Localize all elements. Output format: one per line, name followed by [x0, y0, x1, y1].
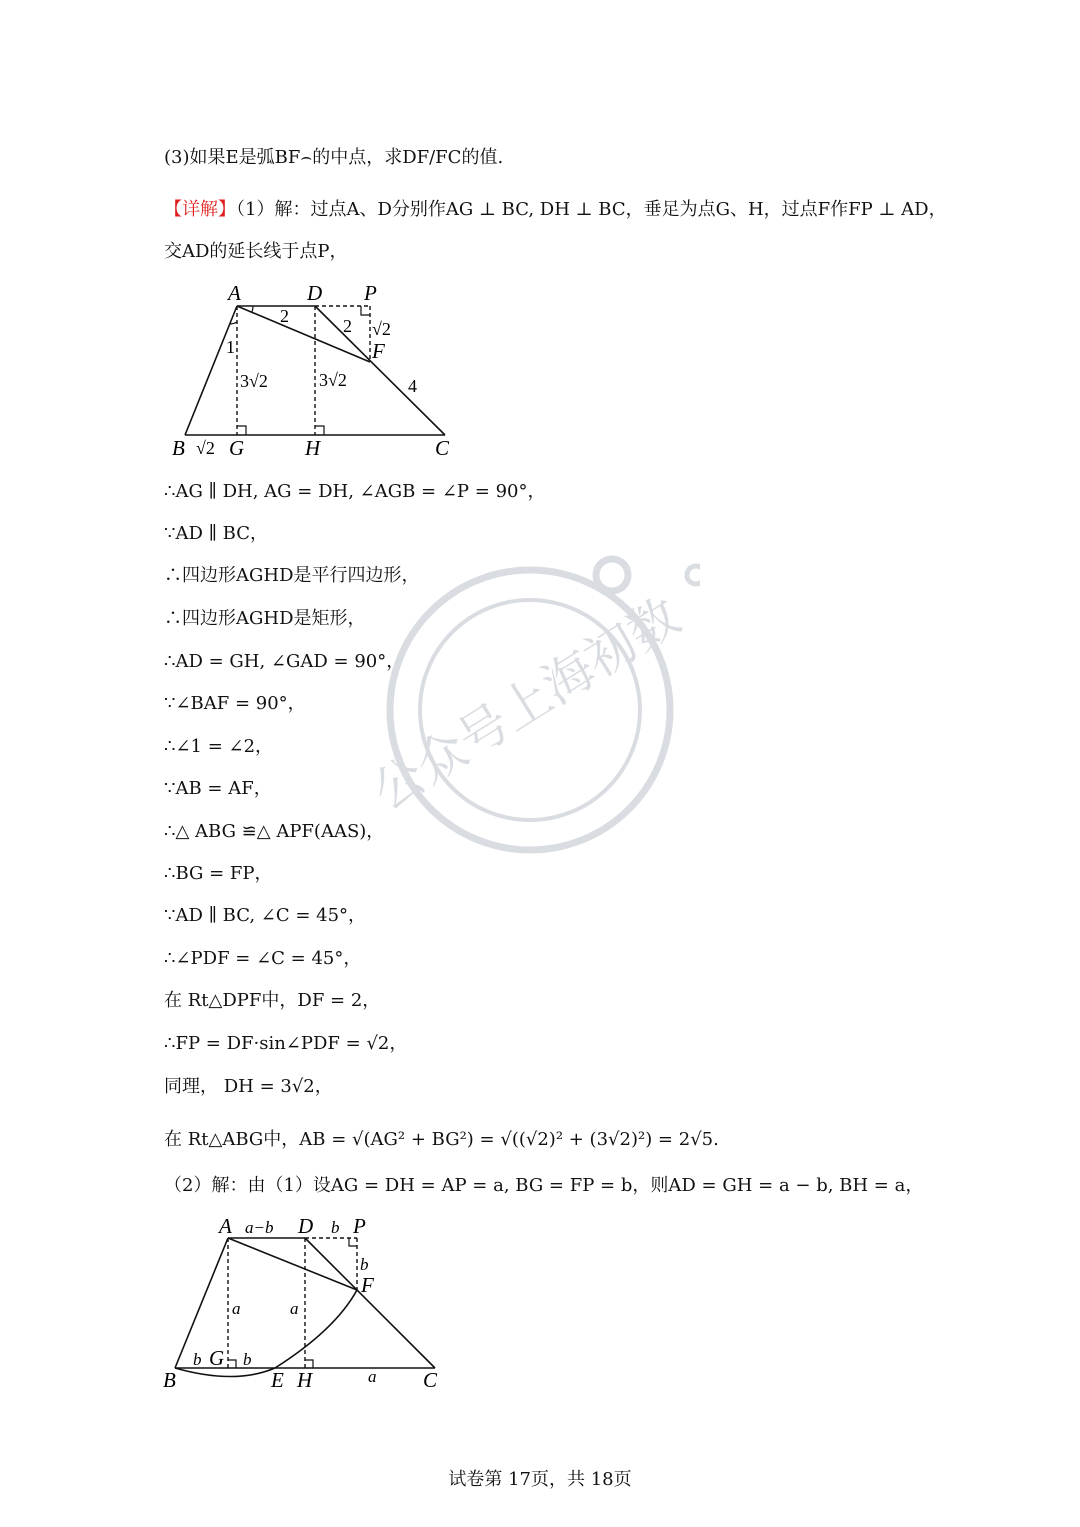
detail-tag: 【详解】 [164, 199, 236, 220]
point-D: D [307, 281, 323, 305]
label-ag2: a [232, 1299, 241, 1318]
step-9: ∴△ ABG ≌△ APF(AAS)， [164, 821, 385, 842]
point-P2: P [353, 1214, 366, 1238]
figure-2 [155, 1210, 455, 1395]
label-dp2: b [331, 1218, 340, 1237]
solution-header [164, 198, 947, 222]
watermark-seal [360, 540, 700, 880]
label-df-seg: 2 [343, 316, 352, 336]
solution-line-2: 交AD的延长线于点P， [164, 241, 348, 262]
point-H: H [305, 436, 321, 460]
point-E2: E [271, 1368, 284, 1392]
step-4: ∴四边形AGHD是矩形， [164, 608, 366, 629]
point-F: F [372, 339, 385, 363]
point-C: C [435, 436, 450, 460]
label-fc-len: 4 [408, 376, 417, 396]
point-G2: G [209, 1346, 225, 1370]
label-ad2: a−b [245, 1218, 274, 1237]
watermark-text: 公众号上海初数 [363, 587, 690, 821]
label-gx2: b [243, 1350, 252, 1369]
label-ag-len: 3√2 [240, 371, 268, 391]
step-16: 在 Rt△ABG中，AB = √(AG² + BG²) = √((√2)² + (3√2)²) = 2√5. [164, 1129, 719, 1150]
label-bg2: b [193, 1350, 202, 1369]
label-bg-len: √2 [196, 438, 215, 458]
point-B2: B [163, 1368, 176, 1392]
point-A2: A [219, 1214, 232, 1238]
point-C2: C [423, 1368, 438, 1392]
page-footer: 试卷第 17页，共 18页 [448, 1469, 632, 1490]
step-1: ∴AG ∥ DH, AG = DH, ∠AGB = ∠P = 90°， [164, 481, 546, 502]
label-angle-1: 1 [226, 337, 235, 357]
point-P: P [364, 281, 377, 305]
step-15: 同理， DH = 3√2， [164, 1076, 333, 1097]
label-fp2: b [360, 1255, 369, 1274]
step-11: ∵AD ∥ BC, ∠C = 45°， [164, 905, 367, 926]
label-hc2: a [368, 1367, 377, 1386]
step-3: ∴四边形AGHD是平行四边形， [164, 565, 420, 586]
label-dh-len: 3√2 [319, 370, 347, 390]
point-G: G [229, 436, 245, 460]
step-5: ∴AD = GH, ∠GAD = 90°， [164, 651, 405, 672]
step-2: ∵AD ∥ BC， [164, 523, 268, 544]
step-14: ∴FP = DF·sin∠PDF = √2， [164, 1033, 408, 1054]
step-6: ∵∠BAF = 90°， [164, 693, 306, 714]
step-17: （2）解：由（1）设AG = DH = AP = a, BG = FP = b，则AD = GH = a − b, BH = a， [164, 1175, 924, 1196]
solution-text: （1）解：过点A、D分别作AG ⊥ BC, DH ⊥ BC，垂足为点G、H，过点F作FP ⊥ AD， [236, 199, 947, 220]
point-B: B [172, 436, 185, 460]
step-13: 在 Rt△DPF中，DF = 2， [164, 990, 381, 1011]
step-8: ∵AB = AF， [164, 778, 272, 799]
point-A: A [228, 281, 241, 305]
label-fp-seg: √2 [372, 319, 391, 339]
label-ad-seg: 2 [280, 306, 289, 326]
point-D2: D [298, 1214, 314, 1238]
question-3: (3)如果E是弧BF⌢的中点，求DF/FC的值. [164, 147, 504, 168]
figure-1 [160, 280, 480, 465]
step-7: ∴∠1 = ∠2， [164, 736, 274, 757]
label-dh2: a [290, 1299, 299, 1318]
step-12: ∴∠PDF = ∠C = 45°， [164, 948, 362, 969]
step-10: ∴BG = FP， [164, 863, 273, 884]
point-F2: F [361, 1273, 374, 1297]
point-H2: H [297, 1368, 313, 1392]
